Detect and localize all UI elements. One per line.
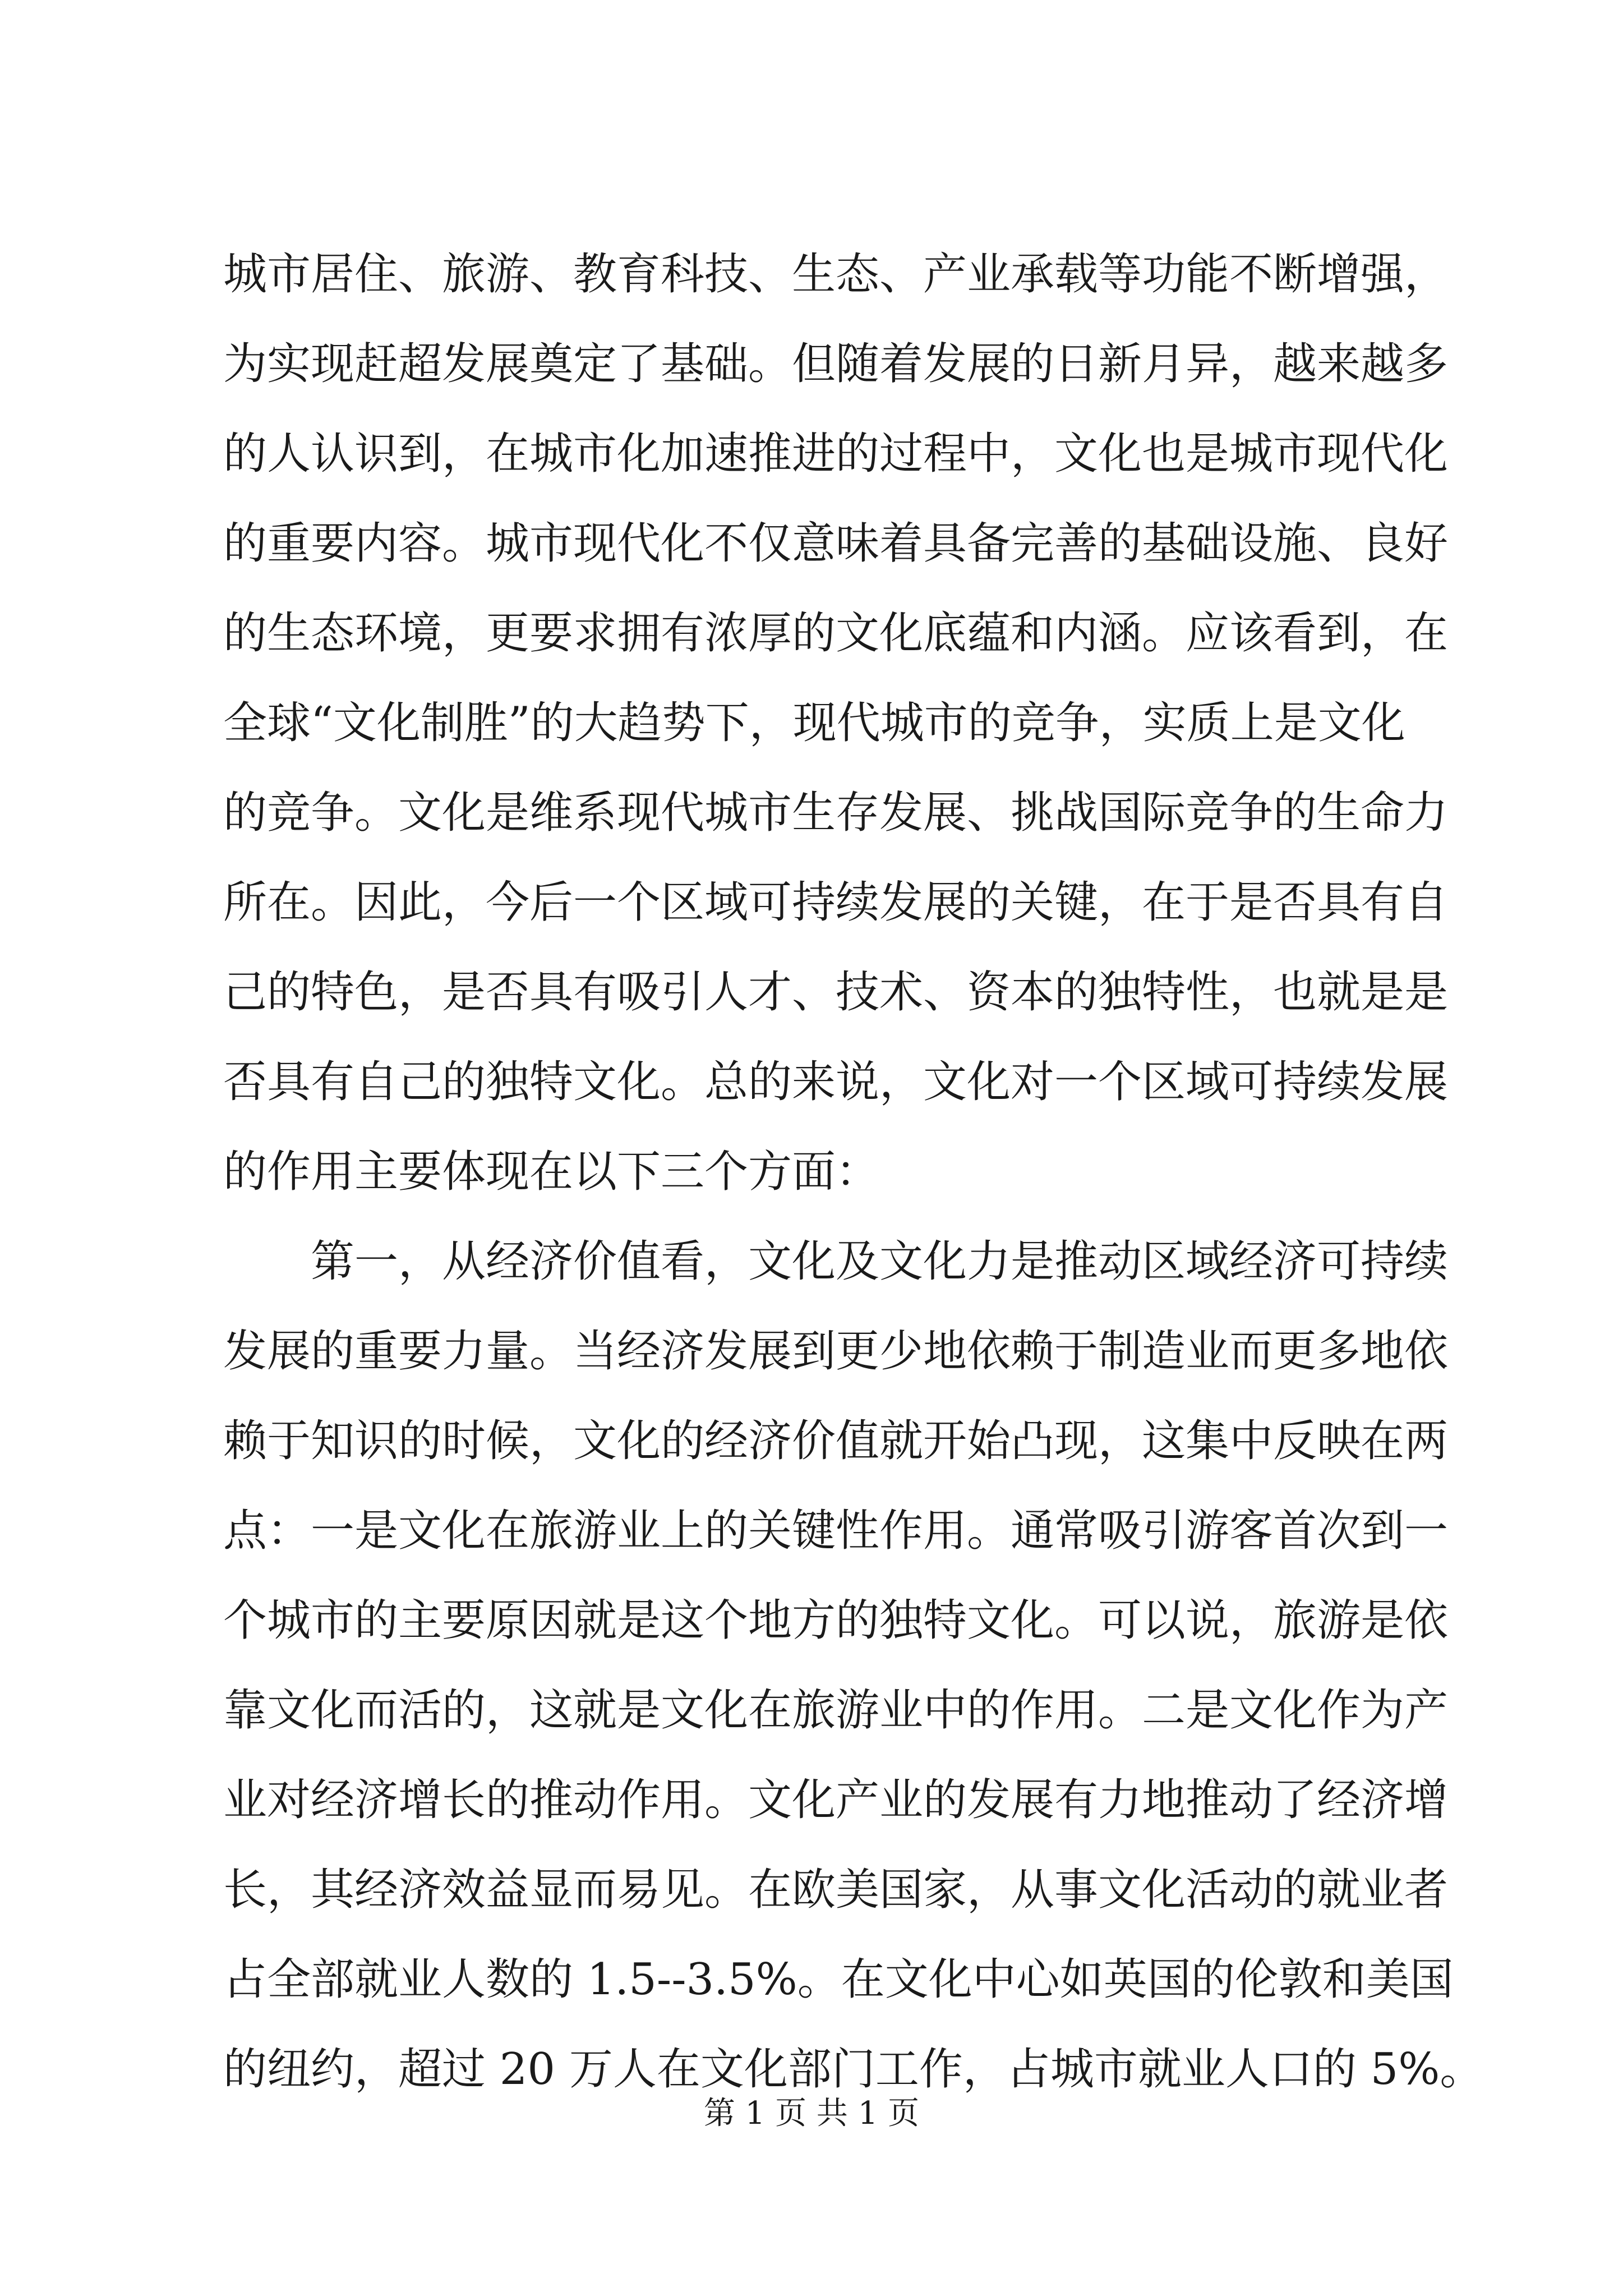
text-line: 的生态环境，更要求拥有浓厚的文化底蕴和内涵。应该看到，在: [223, 608, 1449, 659]
text-line: 的重要内容。城市现代化不仅意味着具备完善的基础设施、良好: [223, 518, 1449, 569]
text-line: 否具有自己的独特文化。总的来说，文化对一个区域可持续发展: [223, 1057, 1449, 1107]
text-line: 长，其经济效益显而易见。在欧美国家，从事文化活动的就业者: [223, 1865, 1449, 1915]
text-line: 所在。因此，今后一个区域可持续发展的关键，在于是否具有自: [223, 877, 1449, 928]
text-line: 城市居住、旅游、教育科技、生态、产业承载等功能不断增强，: [223, 249, 1449, 300]
text-line: 全球“文化制胜”的大趋势下，现代城市的竞争，实质上是文化: [223, 698, 1405, 748]
text-line: 的竞争。文化是维系现代城市生存发展、挑战国际竞争的生命力: [223, 788, 1449, 838]
text-line: 的人认识到，在城市化加速推进的过程中，文化也是城市现代化: [223, 429, 1449, 479]
text-line: 发展的重要力量。当经济发展到更少地依赖于制造业而更多地依: [223, 1326, 1449, 1377]
text-line: 的纽约，超过 20 万人在文化部门工作，占城市就业人口的 5%。: [223, 2044, 1484, 2095]
page-number-footer: 第 1 页 共 1 页: [703, 2095, 920, 2132]
text-line: 的作用主要体现在以下三个方面：: [223, 1147, 880, 1197]
text-line: 赖于知识的时候，文化的经济价值就开始凸现，这集中反映在两: [223, 1416, 1449, 1466]
paragraph-first-line: 第一，从经济价值看，文化及文化力是推动区域经济可持续: [311, 1236, 1449, 1287]
text-line: 点：一是文化在旅游业上的关键性作用。通常吸引游客首次到一: [223, 1506, 1449, 1556]
text-line: 个城市的主要原因就是这个地方的独特文化。可以说，旅游是依: [223, 1595, 1449, 1646]
text-line: 占全部就业人数的 1.5--3.5%。在文化中心如英国的伦敦和美国: [223, 1954, 1454, 2005]
text-line: 己的特色，是否具有吸引人才、技术、资本的独特性，也就是是: [223, 967, 1449, 1018]
text-line: 靠文化而活的，这就是文化在旅游业中的作用。二是文化作为产: [223, 1685, 1449, 1736]
text-line: 为实现赶超发展奠定了基础。但随着发展的日新月异，越来越多: [223, 339, 1449, 389]
text-line: 业对经济增长的推动作用。文化产业的发展有力地推动了经济增: [223, 1775, 1449, 1825]
